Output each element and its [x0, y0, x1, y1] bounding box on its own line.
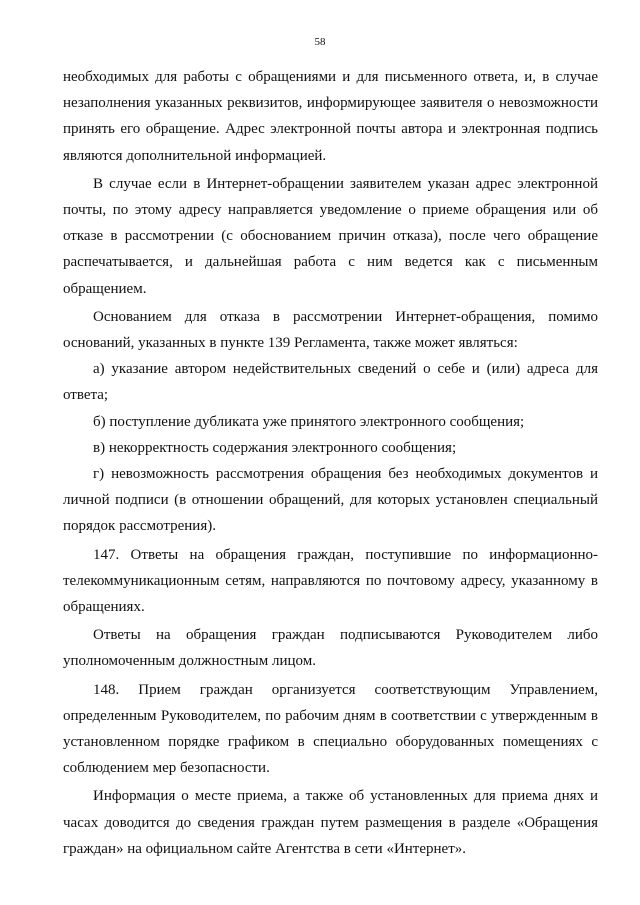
paragraph-email-notification: В случае если в Интернет-обращении заявителем указан адрес электронной почты, по этому адресу направляется уведомление о приеме обращения или об отказе в рассмотрении (с обоснованием причин отказа), после чего обращение распечатывается, и дальнейшая работа с ним ведется как с письменным обращением. — [63, 175, 598, 297]
document-body — [63, 64, 598, 862]
paragraph-148: 148. Прием граждан организуется соответствующим Управлением, определенным Руководителем, по рабочим дням в соответствии с утвержденным в установленном порядке графиком в специально оборудованных помещениях с соблюдением мер безопасности. — [63, 681, 598, 777]
list-item-v: в) некорректность содержания электронного сообщения; — [93, 439, 457, 456]
paragraph-continuation: необходимых для работы с обращениями и для письменного ответа, и, в случае незаполнения указанных реквизитов, информирующее заявителя о невозможности принять его обращение. Адрес электронной почты автора и электронная подпись являются дополнительной информацией. — [63, 69, 598, 164]
list-item-a: а) указание автором недействительных сведений о себе и (или) адреса для ответа; — [63, 361, 598, 404]
paragraph-answers-signed: Ответы на обращения граждан подписываются Руководителем либо уполномоченным должностным лицом. — [63, 627, 598, 670]
paragraph-reception-info: Информация о месте приема, а также об установленных для приема днях и часах доводится до сведения граждан путем размещения в разделе «Обращения граждан» на официальном сайте Агентства в сети «Интернет». — [63, 788, 598, 857]
paragraph-147: 147. Ответы на обращения граждан, поступившие по информационно-телекоммуникационным сетям, направляются по почтовому адресу, указанному в обращениях. — [63, 546, 598, 616]
paragraph-refusal-grounds: Основанием для отказа в рассмотрении Интернет-обращения, помимо оснований, указанных в пункте 139 Регламента, также может являться: — [63, 308, 598, 352]
page-number: 58 — [314, 36, 326, 48]
list-item-g: г) невозможность рассмотрения обращения без необходимых документов и личной подписи (в отношении обращений, для которых установлен специальный порядок рассмотрения). — [63, 466, 598, 535]
list-item-b: б) поступление дубликата уже принятого электронного сообщения; — [93, 413, 525, 430]
